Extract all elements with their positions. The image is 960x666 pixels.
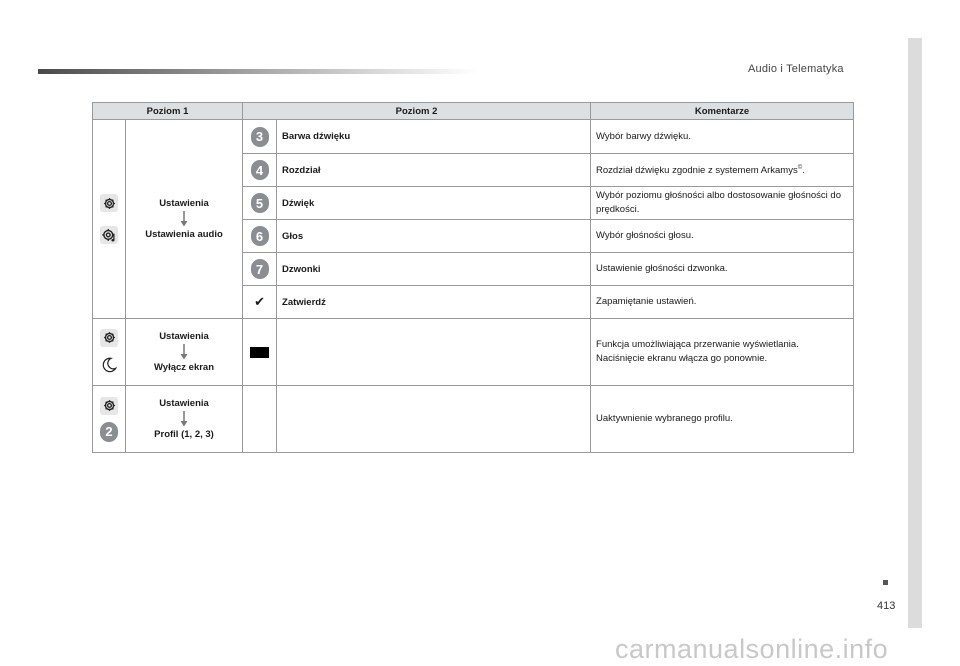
level2-label: Rozdział	[277, 154, 591, 187]
gear-icon	[100, 194, 118, 212]
level2-label: Dzwonki	[277, 253, 591, 286]
arrow-down-icon	[180, 211, 188, 227]
comment-cell: Ustawienie głośności dzwonka.	[591, 253, 854, 286]
level1-icons-cell	[93, 386, 126, 453]
number-badge: 4	[251, 160, 269, 180]
comment-cell: Wybór poziomu głośności albo dostosowanie głośności do prędkości.	[591, 187, 854, 220]
empty-cell	[243, 386, 277, 453]
comment-end: .	[802, 165, 805, 177]
comment-cell	[591, 154, 854, 187]
black-screen-icon	[250, 347, 269, 358]
level1-icons-cell	[93, 319, 126, 386]
comment-line: Funkcja umożliwiająca przerwanie wyświetlania.	[596, 339, 799, 350]
badge-cell	[243, 120, 277, 154]
comment-cell	[591, 319, 854, 386]
checkmark-icon: ✔	[254, 294, 265, 309]
page-marker	[883, 580, 888, 585]
level1-top-label: Ustawienia	[159, 198, 209, 209]
watermark: carmanualsonline.info	[615, 634, 889, 664]
column-header-comments: Komentarze	[591, 103, 854, 120]
arrow-down-icon	[180, 411, 188, 427]
badge-cell	[243, 253, 277, 286]
level1-cell-audio	[126, 120, 243, 319]
copyright-sup: ©	[797, 165, 803, 172]
level1-cell-profile	[126, 386, 243, 453]
table-row	[93, 319, 854, 386]
comment-cell: Zapamiętanie ustawień.	[591, 286, 854, 319]
level1-bottom-label: Wyłącz ekran	[153, 362, 215, 373]
settings-table	[92, 102, 854, 453]
gear-music-icon	[100, 226, 118, 244]
level1-bottom-label: Profil (1, 2, 3)	[154, 429, 214, 440]
level2-label: Barwa dźwięku	[277, 120, 591, 154]
gear-icon	[100, 397, 118, 415]
comment-cell: Uaktywnienie wybranego profilu.	[591, 386, 854, 453]
page-number: 413	[877, 600, 896, 612]
level1-icons-cell	[93, 120, 126, 319]
screen-icon-cell	[243, 319, 277, 386]
moon-icon	[101, 357, 117, 376]
section-title: Audio i Telematyka	[748, 63, 844, 75]
number-badge: 6	[251, 226, 269, 246]
level1-top-label: Ustawienia	[159, 331, 209, 342]
empty-cell	[277, 319, 591, 386]
level2-label: Głos	[277, 220, 591, 253]
table-row	[93, 120, 854, 154]
number-badge: 7	[251, 259, 269, 279]
level1-cell-screen-off	[126, 319, 243, 386]
badge-cell	[243, 187, 277, 220]
number-2-icon: 2	[100, 422, 118, 442]
badge-cell	[243, 220, 277, 253]
comment-cell: Wybór głośności głosu.	[591, 220, 854, 253]
comment-cell: Wybór barwy dźwięku.	[591, 120, 854, 154]
gear-icon	[100, 329, 118, 347]
side-strip	[908, 38, 922, 628]
level2-label: Zatwierdź	[277, 286, 591, 319]
level1-bottom-label: Ustawienia audio	[145, 229, 223, 240]
table-row	[93, 386, 854, 453]
number-badge: 5	[251, 193, 269, 213]
comment-line: Naciśnięcie ekranu włącza go ponownie.	[596, 353, 768, 364]
comment-text: Rozdział dźwięku zgodnie z systemem Arkamys	[596, 165, 798, 177]
checkmark-cell	[243, 286, 277, 319]
level1-top-label: Ustawienia	[159, 398, 209, 409]
column-header-level1: Poziom 1	[93, 103, 243, 120]
table-header-row	[93, 103, 854, 120]
arrow-down-icon	[180, 344, 188, 360]
number-badge: 3	[251, 127, 269, 147]
badge-cell	[243, 154, 277, 187]
column-header-level2: Poziom 2	[243, 103, 591, 120]
level2-label: Dźwięk	[277, 187, 591, 220]
header-gradient-bar	[38, 69, 478, 74]
empty-cell	[277, 386, 591, 453]
